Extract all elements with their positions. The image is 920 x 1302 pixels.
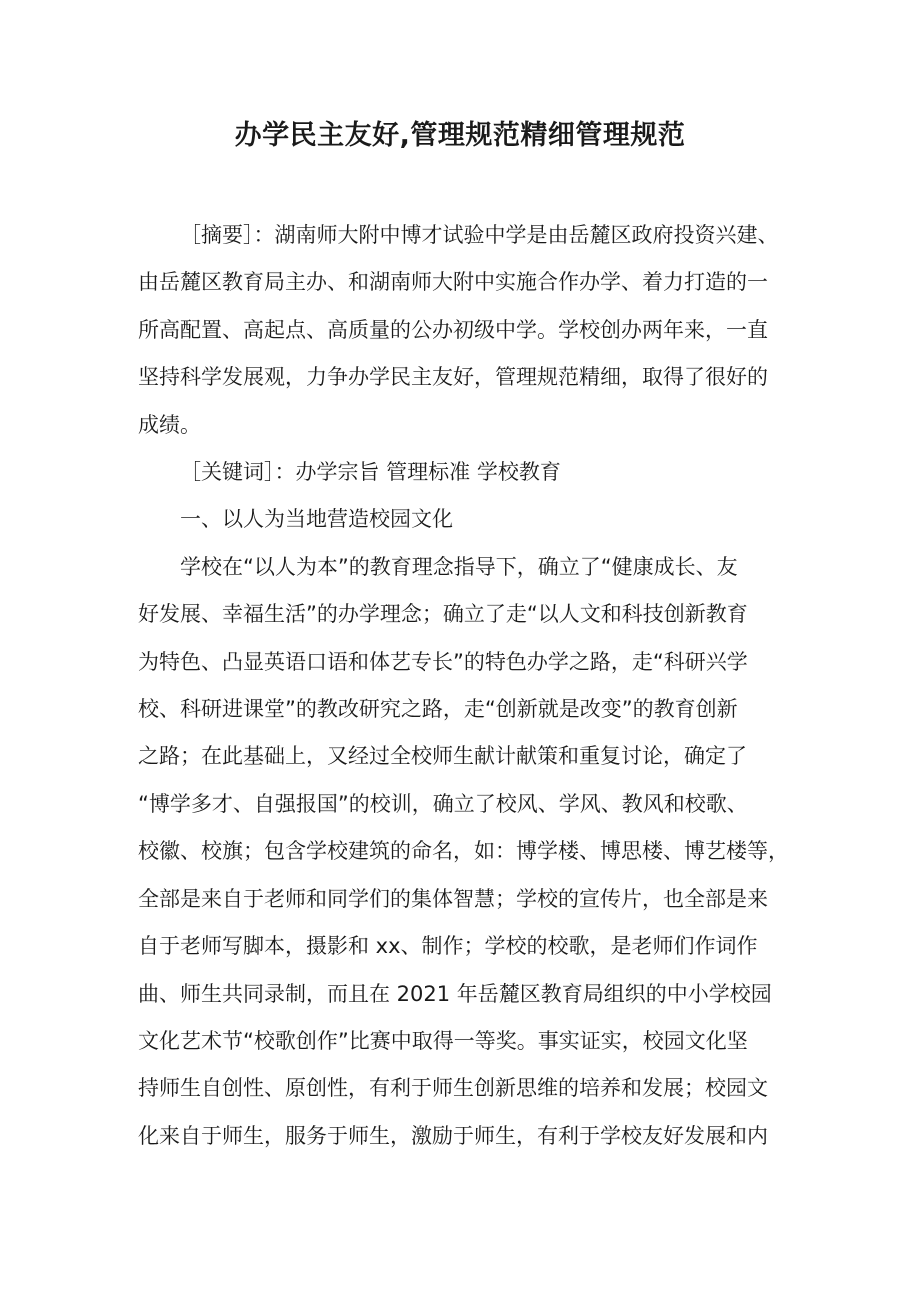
document-body: [138, 212, 798, 1160]
section-paragraph: [138, 544, 798, 1160]
abstract-line: 坚持科学发展观，力争办学民主友好，管理规范精细，取得了很好的: [138, 365, 768, 390]
paragraph-line: 曲、师生共同录制，而且在 2021 年岳麓区教育局组织的中小学校园: [138, 981, 772, 1006]
paragraph-line: 好发展、幸福生活”的办学理念；确立了走“以人文和科技创新教育: [138, 602, 748, 627]
paragraph-line: “博学多才、自强报国”的校训，确立了校风、学风、教风和校歌、: [138, 791, 748, 816]
abstract-line: 成绩。: [138, 412, 201, 437]
paragraph-line: 自于老师写脚本，摄影和 xx、制作；学校的校歌，是老师们作词作: [138, 934, 758, 959]
paragraph-line: 校徽、校旗；包含学校建筑的命名，如：博学楼、博思楼、博艺楼等，: [138, 839, 789, 864]
document-title: 办学民主友好,管理规范精细管理规范: [234, 120, 686, 151]
paragraph-line: 之路；在此基础上，又经过全校师生献计献策和重复讨论，确定了: [138, 744, 747, 769]
paragraph-line: 为特色、凸显英语口语和体艺专长”的特色办学之路，走“科研兴学: [138, 649, 748, 674]
keywords-line: ［关键词］：办学宗旨 管理标准 学校教育: [180, 460, 561, 485]
paragraph-line: 持师生自创性、原创性，有利于师生创新思维的培养和发展；校园文: [138, 1076, 768, 1101]
section-heading: 一、以人为当地营造校园文化: [180, 507, 453, 532]
paragraph-line: 全部是来自于老师和同学们的集体智慧；学校的宣传片，也全部是来: [138, 886, 768, 911]
paragraph-line: 校、科研进课堂”的教改研究之路，走“创新就是改变”的教育创新: [138, 697, 738, 722]
abstract-line: 由岳麓区教育局主办、和湖南师大附中实施合作办学、着力打造的一: [138, 270, 768, 295]
paragraph-line: 文化艺术节“校歌创作”比赛中取得一等奖。事实证实，校园文化坚: [138, 1028, 748, 1053]
abstract-line: 所高配置、高起点、高质量的公办初级中学。学校创办两年来，一直: [138, 317, 768, 342]
paragraph-line: 化来自于师生，服务于师生，激励于师生，有利于学校友好发展和内: [138, 1123, 768, 1148]
abstract-paragraph: [138, 212, 798, 449]
abstract-line: ［摘要］：湖南师大附中博才试验中学是由岳麓区政府投资兴建、: [180, 223, 779, 247]
paragraph-line: 学校在“以人为本”的教育理念指导下，确立了“健康成长、友: [180, 554, 738, 579]
